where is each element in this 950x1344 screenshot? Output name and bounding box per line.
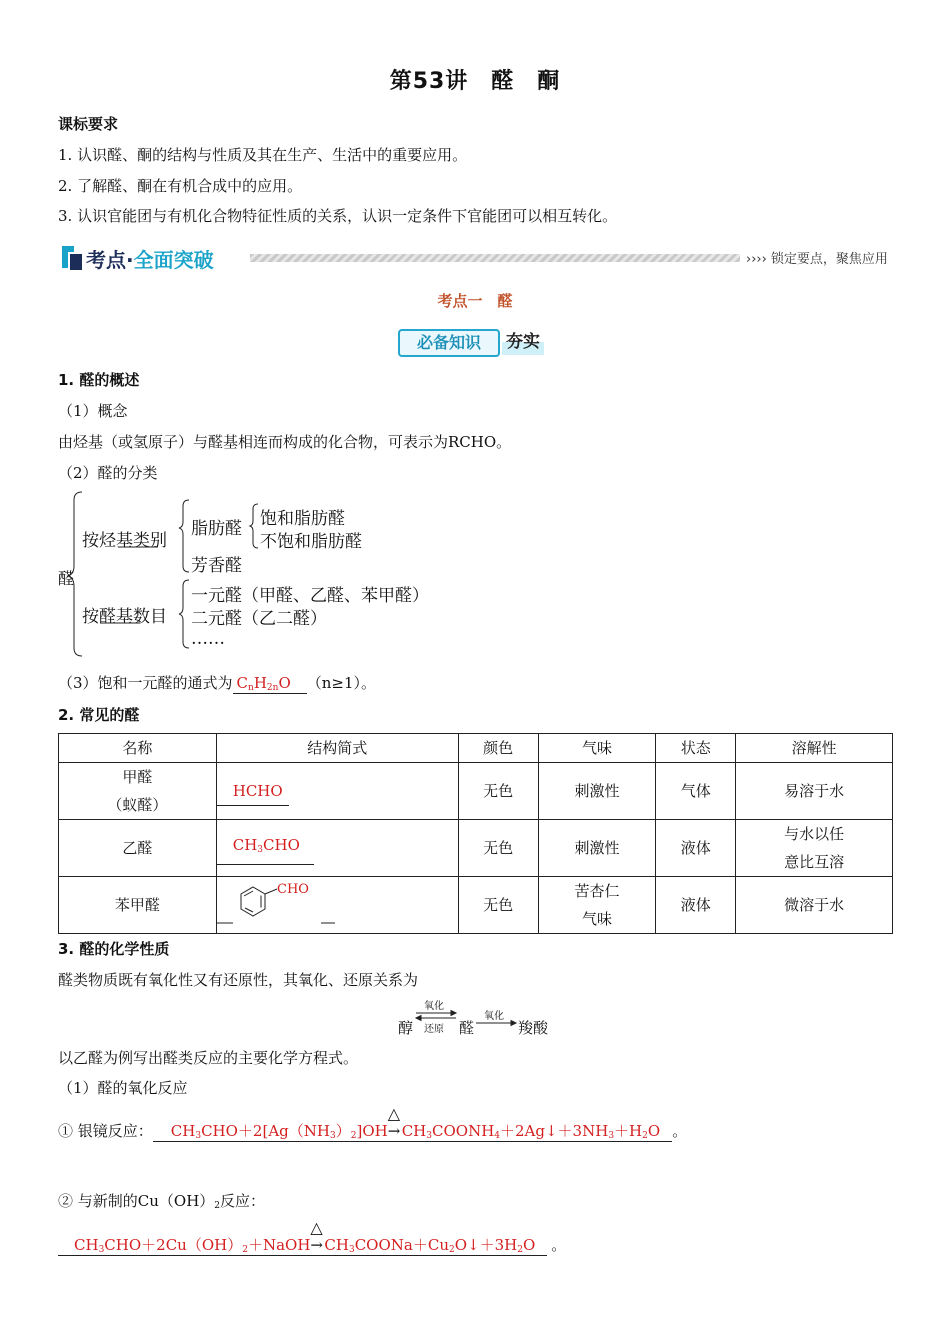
benzaldehyde-structure-icon [217,879,457,931]
reaction-silver-mirror: ① 银镜反应： $CH_3CHO+2[Ag(NH_3)_2]OH$ △ $\to CH_3COONH_4+2Ag↓+3NH_3+H_2O$ 。 [58,1104,688,1141]
banner-subtitle: ›››› 锁定要点，聚焦应用 [746,252,888,267]
tree-underline [118,546,160,550]
structure-cell: $CH_3CHO$ [216,820,458,877]
diagram-label: 氧化 [424,1001,444,1012]
sub-label: ② 与新制的$Cu(OH)_2$反应： [58,1192,266,1211]
tree-node: 脂肪醛 [191,519,242,539]
col-header: 状态 [656,734,736,763]
table-row [59,763,893,820]
diagram-node: 羧酸 [518,1019,549,1037]
solubility-cell: 微溶于水 [736,877,893,934]
section-heading: 2. 常见的醛 [58,706,140,724]
smell-cell: 苦杏仁 气味 [538,877,656,934]
section-heading: 1. 醛的概述 [58,371,140,389]
state-cell: 气体 [656,763,736,820]
requirements-heading: 课标要求 [58,115,119,133]
tree-leaf: …… [191,629,225,649]
diagram-label: 氧化 [484,1011,504,1022]
table-row [59,877,893,934]
col-header: 名称 [59,734,217,763]
answer-blank: $CH_3CHO+2[Ag(NH_3)_2]OH$ △ $\to CH_3COONH_4+2Ag↓+3NH_3+H_2O$ [153,1120,672,1142]
tree-branch: 按烃基类别 [82,531,167,551]
solubility-cell: 易溶于水 [736,763,893,820]
answer-blank: $CH_3CHO+2Cu(OH)_2+NaOH$ △ $\to CH_3COONa+Cu_2O↓+3H_2O$ [58,1234,547,1256]
diagram-arrows [398,995,558,1039]
kaodian-title: 考点一 醛 [437,292,513,310]
smell-cell: 刺激性 [538,820,656,877]
sub-label: （2）醛的分类 [58,464,158,482]
col-header: 结构简式 [216,734,458,763]
tree-node: 芳香醛 [191,556,242,576]
formula-sentence: （3）饱和一元醛的通式为 $C_nH_{2n}O$ （n≥1）。 [58,674,377,693]
tree-root: 醛 [58,569,75,588]
page-title: 第53讲 醛 酮 [389,69,561,94]
tree-leaf: 一元醛（甲醛、乙醛、苯甲醛） [191,586,429,606]
color-cell: 无色 [458,763,538,820]
name-cell: 甲醛 （蚁醛） [59,763,217,820]
intro-text: 醛类物质既有氧化性又有还原性，其氧化、还原关系为 [58,971,419,989]
concept-text: 由烃基（或氢原子）与醛基相连而构成的化合物，可表示为RCHO。 [58,433,512,451]
color-cell: 无色 [458,820,538,877]
requirement-item: 3. 认识官能团与有机化合物特征性质的关系，认识一定条件下官能团可以相互转化。 [58,207,618,225]
redox-diagram [398,995,558,1039]
aldehyde-table [58,733,893,934]
cho-label: CHO [276,882,309,897]
badge-label: 必备知识 [398,329,500,357]
structure-cell: HCHO [216,763,458,820]
reaction-copper-hydroxide: $CH_3CHO+2Cu(OH)_2+NaOH$ △ $\to CH_3COONa+Cu_2O↓+3H_2O$ 。 [58,1234,566,1256]
sub-label: （1）概念 [58,402,128,420]
diagram-node: 醛 [459,1019,475,1037]
diagram-node: 醇 [398,1019,414,1037]
intro-text: 以乙醛为例写出醛类反应的主要化学方程式。 [58,1049,359,1067]
tree-underline [100,622,142,626]
banner-title: 考点·全面突破 [86,248,214,272]
col-header: 气味 [538,734,656,763]
section-heading: 3. 醛的化学性质 [58,940,170,958]
col-header: 溶解性 [736,734,893,763]
badge-side-label: 夯实 [502,329,544,355]
answer-blank: $C_nH_{2n}O$ [233,674,307,694]
requirement-item: 2. 了解醛、酮在有机合成中的应用。 [58,177,303,195]
solubility-cell: 与水以任 意比互溶 [736,820,893,877]
smell-cell: 刺激性 [538,763,656,820]
state-cell: 液体 [656,877,736,934]
state-cell: 液体 [656,820,736,877]
color-cell: 无色 [458,877,538,934]
requirement-item: 1. 认识醛、酮的结构与性质及其在生产、生活中的重要应用。 [58,146,468,164]
tree-leaf: 不饱和脂肪醛 [260,532,362,552]
structure-cell [216,877,458,934]
tree-leaf: 二元醛（乙二醛） [191,609,327,629]
table-row [59,820,893,877]
sub-label: （1）醛的氧化反应 [58,1079,188,1097]
col-header: 颜色 [458,734,538,763]
name-cell: 乙醛 [59,820,217,877]
name-cell: 苯甲醛 [59,877,217,934]
tree-branch: 按醛基数目 [82,607,167,627]
diagram-label: 还原 [424,1024,444,1035]
tree-leaf: 饱和脂肪醛 [260,509,345,529]
table-header-row [59,734,893,763]
